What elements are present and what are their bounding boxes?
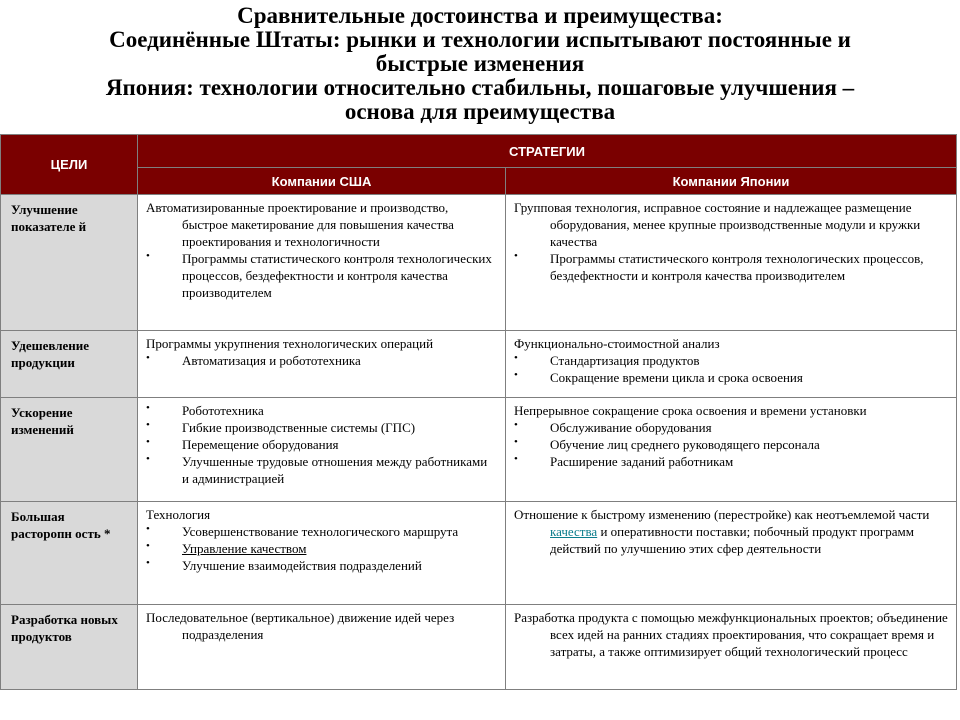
strategy-text: Программы укрупнения технологических операций — [146, 336, 434, 351]
list-item: • Программы статистического контроля технологических процессов, бездефектности и контроля качества производителем — [514, 250, 924, 283]
japan-header: Компании Японии — [506, 168, 957, 195]
title-line-5: основа для преимущества — [344, 99, 616, 124]
list-item: • Улучшение взаимодействия подразделений — [146, 557, 422, 573]
japan-strategy-cell — [506, 195, 957, 331]
strategy-text: Технология — [146, 507, 211, 522]
list-item: • Программы статистического контроля технологических процессов, бездефектности и контроля качества производителем — [146, 250, 492, 300]
strategy-text: Разработка продукта с помощью межфункциональных проектов; объединение всех идей на ранних стадиях проектирования, что сокращает время и затраты, а также оптимизирует общий технологический процесс — [514, 610, 948, 659]
goal-cell — [1, 605, 138, 690]
list-item: • Обучение лиц среднего руководящего персонала — [514, 436, 820, 452]
goal-cell — [1, 398, 138, 502]
japan-strategy-cell — [506, 331, 957, 398]
list-item: • Обслуживание оборудования — [514, 419, 712, 435]
title-line-3: быстрые изменения — [375, 51, 585, 76]
list-item: • Автоматизация и робототехника — [146, 352, 361, 368]
table-row — [1, 331, 957, 398]
quality-management-link[interactable]: Управление качеством — [182, 541, 307, 556]
strategy-text: Непрерывное сокращение срока освоения и времени установки — [514, 403, 867, 418]
goal-label: Большая расторопн ость * — [11, 509, 111, 541]
title-line-4: Япония: технологии относительно стабильны, пошаговые улучшения – — [105, 75, 855, 100]
strategies-header: СТРАТЕГИИ — [138, 135, 957, 168]
title-line-2: Соединённые Штаты: рынки и технологии испытывают постоянные и — [109, 27, 851, 52]
table-row — [1, 398, 957, 502]
strategy-text: Последовательное (вертикальное) движение идей через подразделения — [146, 610, 455, 642]
goal-cell — [1, 502, 138, 605]
strategy-table — [0, 134, 957, 690]
title-line-1: Сравнительные достоинства и преимущества: — [237, 3, 723, 28]
strategy-text: Автоматизированные проектирование и производство, быстрое макетирование для повышения качества проектирования и технологичности — [146, 200, 454, 249]
list-item: • Гибкие производственные системы (ГПС) — [146, 419, 416, 435]
usa-strategy-cell — [138, 605, 506, 690]
slide-title — [0, 4, 960, 124]
usa-strategy-cell — [138, 502, 506, 605]
usa-header: Компании США — [138, 168, 506, 195]
goal-cell — [1, 195, 138, 331]
japan-strategy-cell — [506, 398, 957, 502]
strategy-text: Групповая технология, исправное состояние и надлежащее размещение оборудования, менее крупные производственные модули и кружки качества — [514, 200, 921, 249]
quality-link[interactable]: качества — [550, 524, 598, 539]
list-item: • Усовершенствование технологического маршрута — [146, 523, 459, 539]
goals-header: ЦЕЛИ — [1, 135, 138, 195]
list-item[interactable]: • Управление качеством — [146, 540, 307, 556]
usa-strategy-cell — [138, 398, 506, 502]
table-row — [1, 195, 957, 331]
goal-cell — [1, 331, 138, 398]
list-item: • Стандартизация продуктов — [514, 352, 700, 368]
goal-label: Разработка новых продуктов — [11, 612, 118, 644]
list-item: • Улучшенные трудовые отношения между работниками и администрацией — [146, 453, 488, 486]
list-item: • Перемещение оборудования — [146, 436, 339, 452]
list-item: • Робототехника — [146, 402, 264, 418]
usa-strategy-cell — [138, 331, 506, 398]
table-row — [1, 605, 957, 690]
strategy-text: Функционально-стоимостной анализ — [514, 336, 720, 351]
goal-label: Удешевление продукции — [11, 338, 90, 370]
japan-strategy-cell — [506, 502, 957, 605]
table-row — [1, 502, 957, 605]
list-item: • Расширение заданий работникам — [514, 453, 734, 469]
strategy-text: Отношение к быстрому изменению (перестройке) как неотъемлемой части качества и оперативности поставки; побочный продукт программ действий по улучшению этих сфер деятельности — [514, 507, 930, 556]
usa-strategy-cell — [138, 195, 506, 331]
goal-label: Улучшение показателе й — [11, 202, 87, 234]
goal-label: Ускорение изменений — [11, 405, 74, 437]
list-item: • Сокращение времени цикла и срока освоения — [514, 369, 803, 385]
japan-strategy-cell — [506, 605, 957, 690]
